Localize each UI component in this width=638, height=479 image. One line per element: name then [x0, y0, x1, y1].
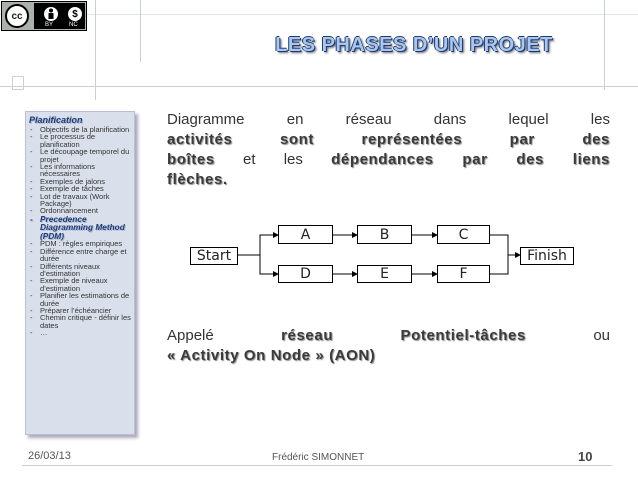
start-node: Start — [190, 247, 238, 265]
paragraph-line-emphasis: activités sont représentées par des — [167, 131, 610, 148]
sidebar-item: - … — [29, 329, 133, 336]
task-node-b: B — [357, 225, 412, 244]
decorative-line — [0, 86, 638, 87]
footer-divider — [22, 465, 612, 466]
sidebar-item: - Le processus de planification — [29, 133, 133, 148]
task-node-d: D — [278, 265, 333, 283]
task-node-c: C — [437, 225, 490, 244]
license-badge — [1, 1, 87, 31]
description-paragraph — [167, 110, 610, 190]
page-number: 10 — [578, 449, 593, 464]
license-badge-strip — [34, 3, 85, 29]
paragraph-line-emphasis: « Activity On Node » (AON) — [167, 347, 376, 364]
sidebar-item: - Ordonnancement — [29, 207, 133, 214]
decorative-box — [12, 76, 24, 90]
sidebar-list — [29, 126, 133, 337]
sidebar-heading: Planification — [29, 115, 83, 125]
person-icon — [43, 6, 59, 22]
footer-date: 26/03/13 — [28, 450, 71, 462]
aon-paragraph — [167, 326, 610, 366]
paragraph-line: Diagramme en réseau dans lequel les — [167, 111, 610, 128]
footer-author: Frédéric SIMONNET — [272, 452, 365, 463]
sidebar-item: - Objectifs de la planification — [29, 126, 133, 133]
sidebar-item: - Différence entre charge et durée — [29, 248, 133, 263]
sidebar-item: - Lot de travaux (Work Package) — [29, 193, 133, 208]
sidebar-item: - PDM : règles empiriques — [29, 240, 133, 247]
sidebar-item: - Préparer l’échéancier — [29, 307, 133, 314]
no-dollar-icon: $ — [67, 6, 83, 22]
plain-text: et les — [214, 151, 332, 168]
emphasis-text: dépendances par des liens — [331, 151, 610, 168]
plain-text: ou — [593, 327, 611, 344]
task-node-f: F — [437, 265, 490, 283]
sidebar-item: - Exemples de jalons — [29, 178, 133, 185]
sidebar-item: - Chemin critique - définir les dates — [29, 314, 133, 329]
sidebar-item: - Différents niveaux d’estimation — [29, 263, 133, 278]
paragraph-line — [167, 150, 610, 170]
sidebar-item: - Les informations nécessaires — [29, 163, 133, 178]
task-node-a: A — [278, 225, 333, 244]
finish-node: Finish — [520, 247, 574, 265]
cc-icon: cc — [5, 4, 29, 28]
paragraph-line-emphasis: flèches. — [167, 171, 228, 188]
nc-label: NC — [69, 22, 78, 28]
page-title: LES PHASES D’UN PROJET — [275, 34, 553, 56]
sidebar-item: - Exemple de niveaux d’estimation — [29, 277, 133, 292]
task-node-e: E — [357, 265, 412, 283]
plain-text: Appelé — [167, 327, 214, 344]
sidebar-item: - Le découpage temporel du projet — [29, 148, 133, 163]
by-label: BY — [45, 22, 54, 28]
emphasis-text: boîtes — [167, 151, 215, 168]
network-diagram — [190, 222, 580, 290]
emphasis-text: Potentiel-tâches — [400, 327, 526, 344]
sidebar-item-active: - Precedence Diagramming Method (PDM) — [29, 215, 133, 241]
sidebar — [25, 111, 135, 435]
sidebar-item: - Planifier les estimations de durée — [29, 292, 133, 307]
paragraph-line — [167, 326, 610, 346]
sidebar-item: - Exemple de tâches — [29, 185, 133, 192]
emphasis-text: réseau — [281, 327, 334, 344]
